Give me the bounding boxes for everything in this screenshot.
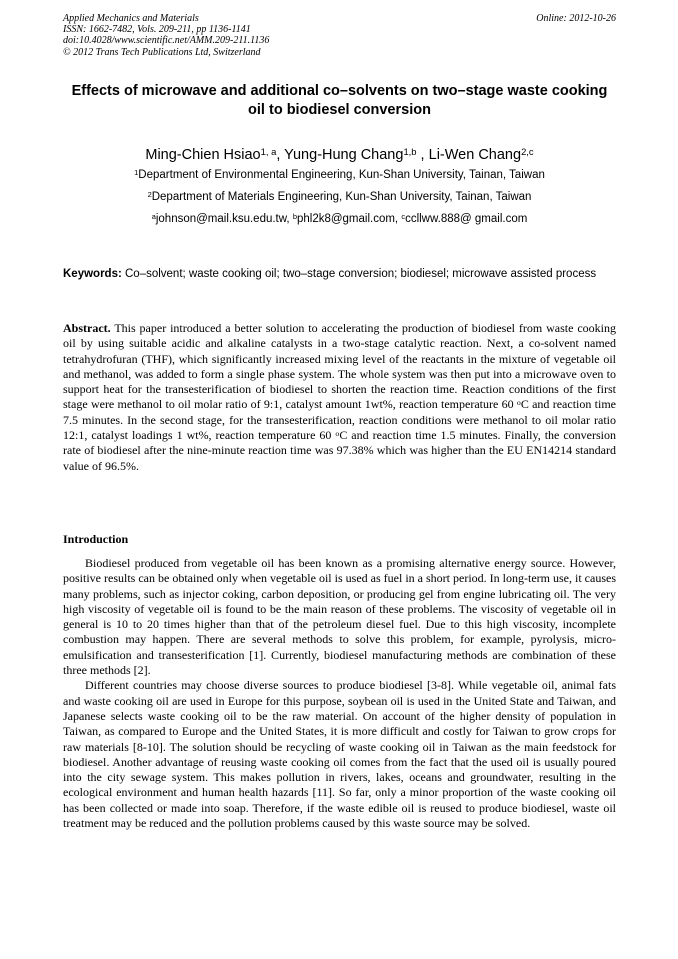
online-date: Online: 2012-10-26 (536, 13, 616, 24)
author-list (63, 146, 616, 164)
introduction-heading: Introduction (63, 532, 129, 546)
journal-name: Applied Mechanics and Materials (63, 13, 199, 24)
journal-header (63, 13, 616, 58)
author-superscript: 2,c (521, 145, 534, 157)
keywords-label: Keywords: (63, 268, 122, 280)
email-superscript: b (292, 211, 297, 221)
abstract-text: This paper introduced a better solution to accelerating the production of biodiesel from waste cooking oil by using suitable acidic and alkaline catalysts in a two-stage catalytic reaction. Next, a co-solvent named tetrahydrofuran (THF), which significantly increased mixing level of the reactants in the mixture of vegetable oil and methanol, was added to form a single phase system. The whole system was then put into a microwave oven to support heat for the transesterification of biodiesel to shorten the reaction time. Reaction conditions of the first stage were methanol to oil molar ratio of 9:1, catalyst amount 1wt%, reaction temperature 60 (63, 321, 616, 412)
abstract (63, 321, 616, 474)
author-name: Ming-Chien Hsiao (145, 147, 261, 163)
abstract-text: C and reaction time 7.5 minutes. In the second stage, for the transesterification, reaction conditions were methanol to oil molar ratio 12:1, catalyst loadings 1 wt%, reaction temperature 60 (63, 397, 616, 443)
introduction-paragraph: Different countries may choose diverse sources to produce biodiesel [3-8]. While vegetable oil, animal fats and waste cooking oil are used in Europe for this purpose, soybean oil is used in the United State and Taiwan, and Japanese selects waste cooking oil to be the raw material. On account of the higher density of population in Taiwan, as compared to Europe and the United States, it is more difficult and costly for Taiwan to grow crops for raw materials [8-10]. The solution should be recycling of waste cooking oil in Taiwan as the main feedstock for biodiesel. Another advantage of reusing waste cooking oil comes from the fact that the used oil is usually poured into the city sewage system. This makes pollution in rivers, lakes, oceans and groundwater, resulting in the ecological environment and human health hazards [11]. So far, only a minor proportion of the waste cooking oil has been collected or made into soap. Therefore, if the waste edible oil is reused to produce biodiesel, waste oil treatment may be reduced and the pollution problems caused by this waste source may be solved. (63, 678, 616, 831)
author-name: Yung-Hung Chang (284, 147, 404, 163)
abstract-text: C and reaction time 1.5 minutes. Finally, the conversion rate of biodiesel after the nine-minute reaction time was 97.38% which was higher than the EU EN14214 standard value of 96.5%. (63, 428, 616, 473)
affiliation-2 (63, 190, 616, 204)
email-link[interactable]: phl2k8@gmail.com, (296, 213, 402, 225)
degree-superscript: o (516, 397, 521, 407)
abstract-label: Abstract. (63, 321, 111, 335)
author-separator: , (416, 147, 429, 163)
degree-superscript: o (335, 428, 340, 438)
affiliation-superscript: 1 (134, 167, 139, 177)
affiliation-1 (63, 168, 616, 182)
paper-title: Effects of microwave and additional co–solvents on two–stage waste cooking oil to biodiesel conversion (71, 83, 608, 118)
keywords-text: Co–solvent; waste cooking oil; two–stage conversion; biodiesel; microwave assisted process (121, 268, 597, 280)
author-emails (63, 212, 616, 226)
introduction-body (63, 556, 616, 831)
author-name: Li-Wen Chang (428, 147, 522, 163)
affiliation-text: Department of Environmental Engineering, Kun-Shan University, Tainan, Taiwan (138, 169, 545, 181)
affiliation-superscript: 2 (147, 189, 152, 199)
journal-copyright: © 2012 Trans Tech Publications Ltd, Switzerland (63, 46, 261, 58)
journal-issn: ISSN: 1662-7482, Vols. 209-211, pp 1136-1141 (63, 24, 251, 36)
email-link[interactable]: johnson@mail.ksu.edu.tw, (155, 213, 293, 225)
author-separator: , (276, 147, 285, 163)
email-superscript: c (401, 211, 406, 221)
author-superscript: 1, a (260, 145, 277, 157)
email-superscript: a (151, 211, 156, 221)
introduction-paragraph: Biodiesel produced from vegetable oil has been known as a promising alternative energy source. However, positive results can be obtained only when vegetable oil is used as fuel in a short period. In long-term use, it causes many problems, such as injector coking, carbon deposition, or producing gel from engine lubricating oil. The very high viscosity of vegetable oil is found to be the main reason of these problems. The viscosity of vegetable oil in general is 10 to 20 times higher than that of the petroleum diesel fuel. Due to this high viscosity, incomplete combustion may happen. There are several methods to solve this problem, for example, pyrolysis, micro-emulsification and transesterification [1]. Currently, biodiesel manufacturing methods are combination of these three methods [2]. (63, 556, 616, 678)
keywords (63, 267, 616, 282)
journal-doi: doi:10.4028/www.scientific.net/AMM.209-211.1136 (63, 35, 270, 47)
affiliation-text: Department of Materials Engineering, Kun-Shan University, Tainan, Taiwan (151, 191, 532, 203)
author-superscript: 1,b (403, 145, 417, 157)
email-link[interactable]: ccllww.888@ gmail.com (405, 213, 528, 225)
